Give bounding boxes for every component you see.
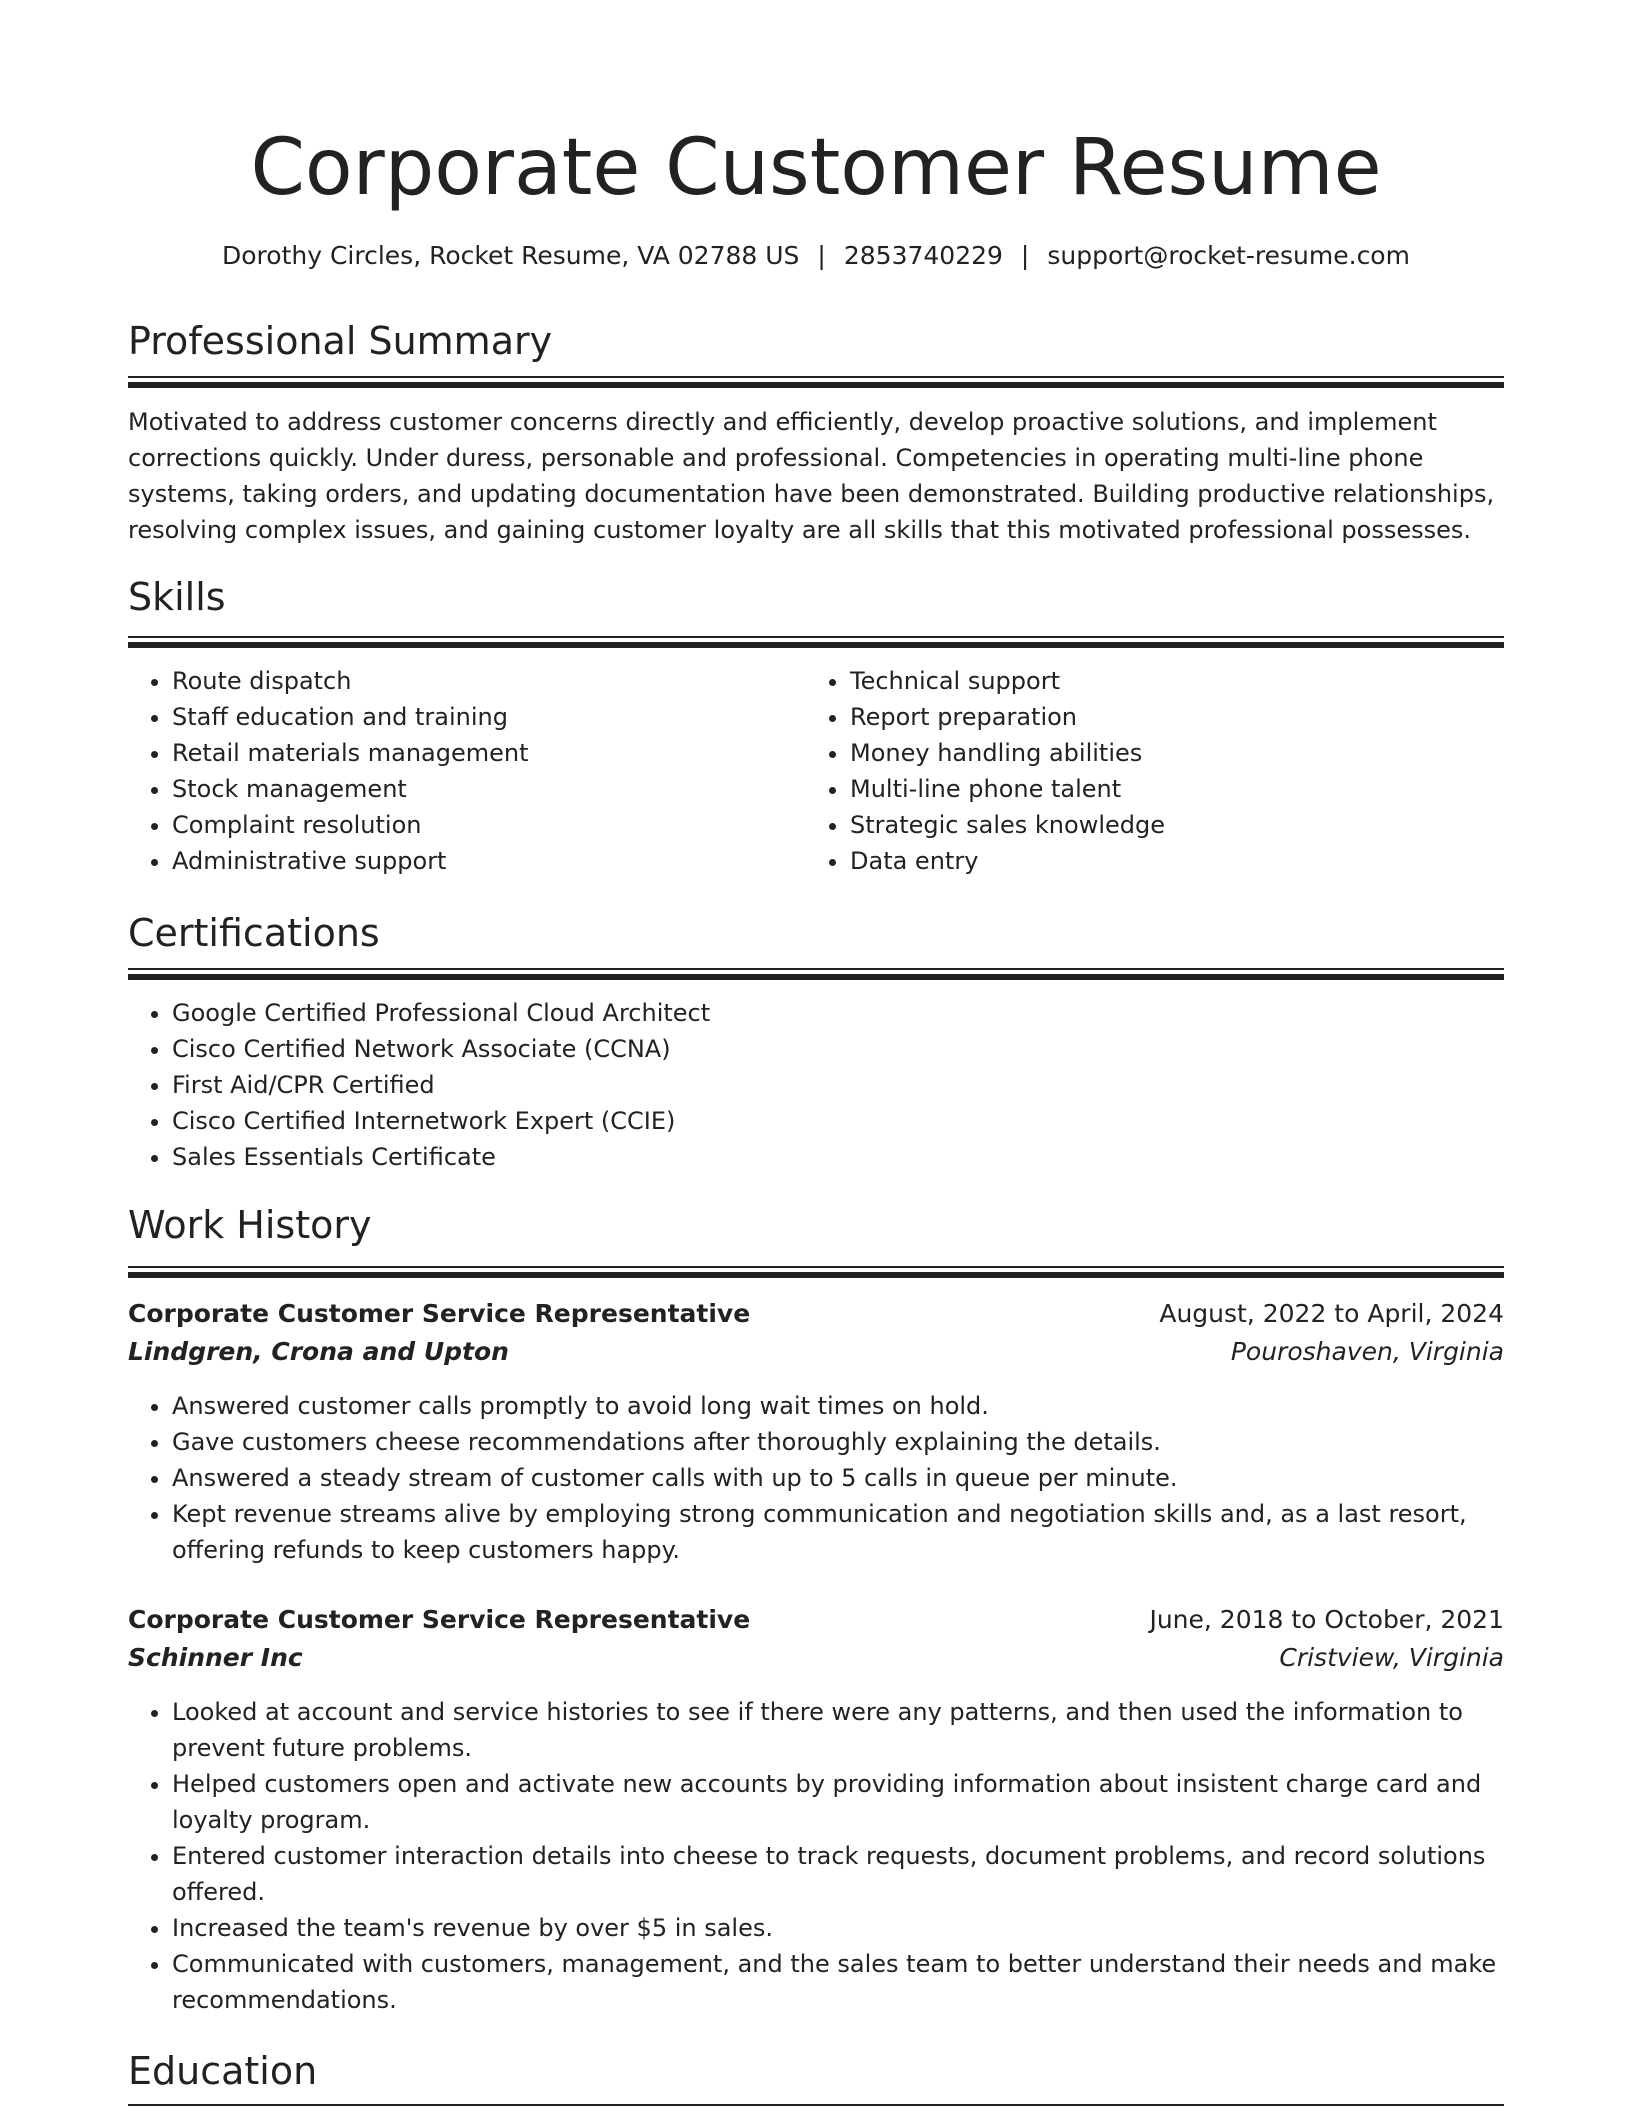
list-item: • First Aid/CPR Certified (172, 1067, 1504, 1103)
section-heading-education: Education (128, 2049, 318, 2093)
skills-list-right (806, 663, 1500, 879)
list-item: • Retail materials management (172, 735, 802, 771)
job-header (128, 1295, 1504, 1371)
section-heading-certifications: Certifications (128, 911, 380, 955)
job-company: Lindgren, Crona and Upton (128, 1337, 509, 1366)
job-title: Corporate Customer Service Representative (128, 1605, 751, 1634)
job-bullets (128, 1388, 1504, 1568)
list-item: • Route dispatch (172, 663, 802, 699)
section-heading-work-history: Work History (128, 1203, 372, 1247)
list-item: • Sales Essentials Certificate (172, 1139, 1504, 1175)
contact-separator: | (1020, 241, 1030, 270)
list-item: • Answered customer calls promptly to avoid long wait times on hold. (172, 1388, 1504, 1424)
list-item: • Google Certified Professional Cloud Architect (172, 995, 1504, 1031)
contact-separator: | (817, 241, 826, 270)
list-item: • Communicated with customers, management, and the sales team to better understand their needs and make recommendations. (172, 1946, 1504, 2018)
list-item: • Entered customer interaction details into cheese to track requests, document problems, and record solutions offered. (172, 1838, 1504, 1910)
list-item: • Stock management (172, 771, 802, 807)
section-divider (128, 636, 1504, 648)
list-item: • Cisco Certified Internetwork Expert (CCIE) (172, 1103, 1504, 1139)
section-heading-summary: Professional Summary (128, 319, 553, 363)
job-title: Corporate Customer Service Representative (128, 1299, 751, 1328)
summary-text: Motivated to address customer concerns directly and efficiently, develop proactive solutions, and implement corrections quickly. Under duress, personable and professional. Competencies in operating multi-line phone systems, taking orders, and updating documentation have been demonstrated. Building productive relationships, resolving complex issues, and gaining customer loyalty are all skills that this motivated professional possesses. (128, 408, 1495, 544)
job-company: Schinner Inc (128, 1643, 303, 1672)
list-item: • Data entry (850, 843, 1500, 879)
job-dates: August, 2022 to April, 2024 (1159, 1299, 1504, 1328)
job-bullets (128, 1694, 1504, 2018)
list-item: • Money handling abilities (850, 735, 1500, 771)
contact-line (128, 238, 1504, 274)
list-item: • Strategic sales knowledge (850, 807, 1500, 843)
list-item: • Complaint resolution (172, 807, 802, 843)
list-item: • Gave customers cheese recommendations after thoroughly explaining the details. (172, 1424, 1504, 1460)
section-divider (128, 376, 1504, 388)
list-item: • Administrative support (172, 843, 802, 879)
list-item: • Staff education and training (172, 699, 802, 735)
section-divider (128, 1266, 1504, 1278)
list-item: • Technical support (850, 663, 1500, 699)
resume-title: Corporate Customer Resume (250, 123, 1382, 213)
list-item: • Looked at account and service histories to see if there were any patterns, and then used the information to prevent future problems. (172, 1694, 1504, 1766)
list-item: • Answered a steady stream of customer calls with up to 5 calls in queue per minute. (172, 1460, 1504, 1496)
list-item: • Cisco Certified Network Associate (CCNA) (172, 1031, 1504, 1067)
section-heading-skills: Skills (128, 575, 226, 619)
list-item: • Helped customers open and activate new accounts by providing information about insistent charge card and loyalty program. (172, 1766, 1504, 1838)
skills-list-left (128, 663, 802, 879)
list-item: • Kept revenue streams alive by employing strong communication and negotiation skills and, as a last resort, offering refunds to keep customers happy. (172, 1496, 1504, 1568)
contact-phone: 2853740229 (843, 241, 1003, 270)
job-dates: June, 2018 to October, 2021 (1149, 1605, 1504, 1634)
job-header (128, 1601, 1504, 1677)
section-divider (128, 2104, 1504, 2112)
job-location: Cristview, Virginia (1279, 1643, 1504, 1672)
list-item: • Report preparation (850, 699, 1500, 735)
contact-address: Dorothy Circles, Rocket Resume, VA 02788 US (222, 241, 800, 270)
section-divider (128, 968, 1504, 980)
contact-email[interactable]: support@rocket-resume.com (1047, 241, 1410, 270)
job-location: Pouroshaven, Virginia (1230, 1337, 1504, 1366)
list-item: • Multi-line phone talent (850, 771, 1500, 807)
certifications-list (128, 995, 1504, 1175)
list-item: • Increased the team's revenue by over $5 in sales. (172, 1910, 1504, 1946)
